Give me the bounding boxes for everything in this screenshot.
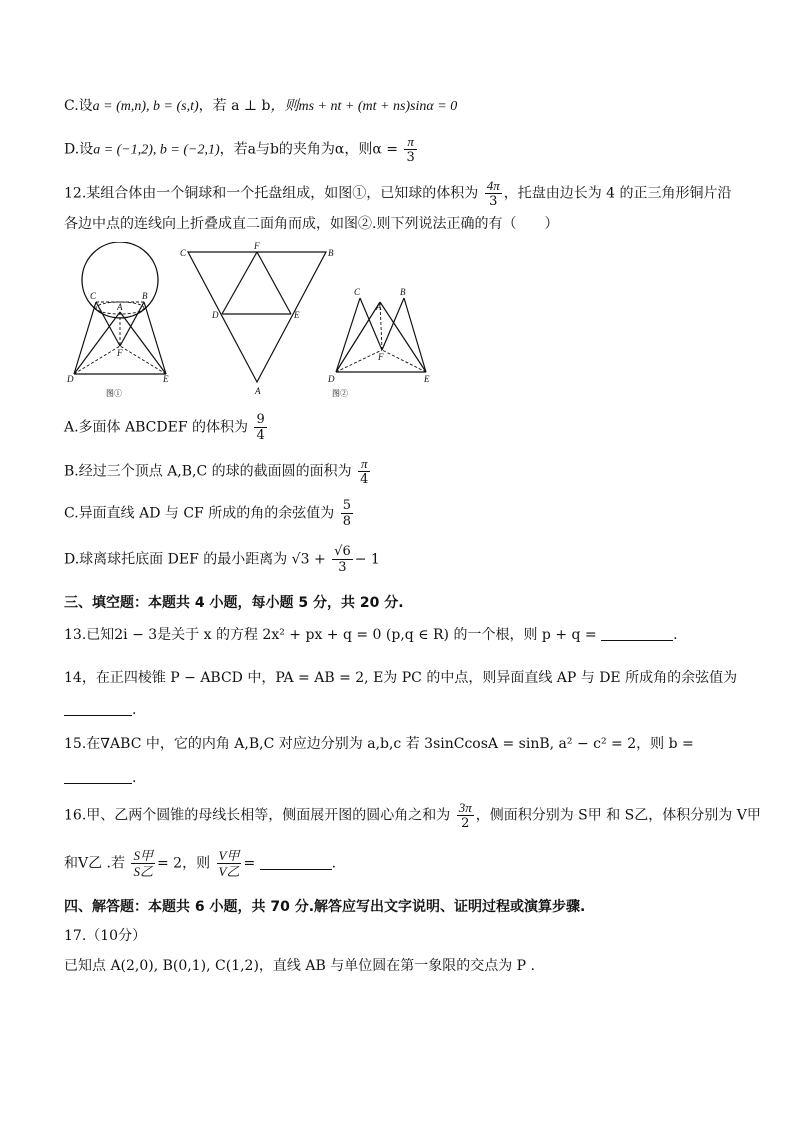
q11-c-vectors: a = (m,n), b = (s,t) xyxy=(92,99,199,114)
q12-vol-num: 4π xyxy=(486,178,500,193)
section-4-title: 四、解答题：本题共 6 小题，共 70 分.解答应写出文字说明、证明过程或演算步骤. xyxy=(64,899,586,915)
figure-1-sphere-tray xyxy=(66,242,169,398)
q15 xyxy=(64,734,694,754)
q16-s-num: S甲 xyxy=(133,848,153,863)
q12-stem-line2 xyxy=(64,214,558,234)
q12-d-den: 3 xyxy=(338,560,347,575)
svg-text:A: A xyxy=(376,302,382,312)
svg-text:F: F xyxy=(254,242,260,251)
q12-stem-1: 12.某组合体由一个铜球和一个托盘组成，如图①，已知球的体积为 xyxy=(64,185,479,202)
q11-option-d xyxy=(64,134,419,165)
q12-option-a xyxy=(64,412,269,443)
q12-stem-2: ，托盘由边长为 4 的正三角形铜片沿 xyxy=(503,185,732,202)
q12-b-text: B.经过三个顶点 A,B,C 的球的截面圆的面积为 xyxy=(64,463,352,480)
q17-text: 已知点 A(2,0), B(0,1), C(1,2)，直线 AB 与单位圆在第一象限的交点为 P . xyxy=(64,958,535,974)
q16-line1 xyxy=(64,800,761,831)
q14-answer-line: . xyxy=(64,700,136,720)
q14 xyxy=(64,668,737,688)
svg-text:B: B xyxy=(400,287,406,297)
q12-stem-line1 xyxy=(64,178,732,209)
q12-a-den: 4 xyxy=(256,428,265,443)
q14-answer-blank[interactable] xyxy=(64,701,132,716)
q11-d-fraction xyxy=(404,134,416,165)
q12-c-text: C.异面直线 AD 与 CF 所成的角的余弦值为 xyxy=(64,505,335,522)
figure-2-label: 图② xyxy=(332,389,348,398)
svg-text:B: B xyxy=(328,248,334,258)
q16-answer-blank[interactable] xyxy=(260,855,332,870)
svg-text:D: D xyxy=(67,374,74,384)
q16-angle-den: 2 xyxy=(461,816,470,831)
q12-volume-fraction xyxy=(485,178,502,209)
q13-answer-blank[interactable] xyxy=(601,626,673,641)
svg-text:C: C xyxy=(354,287,361,297)
q12-a-num: 9 xyxy=(256,412,265,427)
q16-line2: 和V乙 .若 $\frac{\text{S甲}}{\text{S乙}}$ = 2，则 $\frac{\text{V甲}}{\text{V乙}}$ = . xyxy=(64,848,337,879)
q15-text: 15.在∇ABC 中，它的内角 A,B,C 对应边分别为 a,b,c 若 3sinCcosA = sinB, a² − c² = 2，则 b = xyxy=(64,736,694,752)
q12-b-num: π xyxy=(358,456,370,472)
q15-answer-line: . xyxy=(64,768,136,788)
q16-s-den: S乙 xyxy=(133,864,153,879)
svg-text:C: C xyxy=(180,248,187,258)
q11-d-prefix: D.设 xyxy=(64,141,94,158)
q12-b-den: 4 xyxy=(360,472,369,487)
svg-text:B: B xyxy=(142,291,148,301)
q12-option-b xyxy=(64,456,372,487)
svg-text:E: E xyxy=(294,310,300,320)
q12-c-fraction xyxy=(341,498,353,529)
q16-v-num: V甲 xyxy=(218,848,240,863)
svg-text:E: E xyxy=(163,374,169,384)
q14-text: 14，在正四棱锥 P − ABCD 中，PA = AB = 2, E为 PC 的中点，则异面直线 AP 与 DE 所成角的余弦值为 xyxy=(64,670,738,686)
q11-c-prefix: C.设 xyxy=(64,98,93,114)
q15-answer-blank[interactable] xyxy=(64,769,132,784)
q13: 13.已知2i − 3是关于 x 的方程 2x² + px + q = 0 (p,q ∈ R) 的一个根，则 p + q = . xyxy=(64,627,678,643)
figure-2-folded-tray xyxy=(327,287,430,398)
q11-c-condition: ，若 a ⊥ b xyxy=(198,98,271,114)
q12-vol-den: 3 xyxy=(489,194,498,209)
svg-text:E: E xyxy=(424,374,430,384)
svg-text:A: A xyxy=(117,302,123,312)
q11-c-conclusion: ，则ms + nt + (mt + ns)sinα = 0 xyxy=(270,99,458,114)
svg-text:C: C xyxy=(90,291,97,301)
q12-a-fraction xyxy=(254,412,266,443)
q12-c-den: 8 xyxy=(342,514,351,529)
q12-a-text: A.多面体 ABCDEF 的体积为 xyxy=(64,419,248,436)
q11-d-den: 3 xyxy=(406,150,415,165)
q11-d-num: π xyxy=(404,134,416,150)
svg-text:D: D xyxy=(328,374,335,384)
q12-option-c xyxy=(64,498,355,529)
q12-figure xyxy=(62,242,442,402)
q16-v-den: V乙 xyxy=(218,864,240,879)
q12-c-num: 5 xyxy=(342,498,351,513)
q16-angle-fraction xyxy=(457,800,474,831)
q13-text: 13.已知2i − 3是关于 x 的方程 2x² + px + q = 0 (p,q ∈ R) 的一个根，则 p + q = xyxy=(64,627,597,643)
figure-1-label: 图① xyxy=(106,389,122,398)
q12-b-fraction xyxy=(358,456,370,487)
q16-angle-num: 3π xyxy=(458,800,472,815)
q17-header: 17.（10分） xyxy=(64,928,147,944)
q12-d-fraction xyxy=(332,544,353,575)
svg-text:D: D xyxy=(212,310,219,320)
q12-d-num: √6 xyxy=(334,544,351,559)
q16-s-fraction xyxy=(131,848,155,879)
figure-net-triangle xyxy=(180,242,334,396)
q12-d-tail: − 1 xyxy=(354,551,380,568)
q16-v-fraction xyxy=(217,848,242,879)
section-3-title: 三、填空题：本题共 4 小题，每小题 5 分，共 20 分. xyxy=(64,595,404,611)
q12-d-text: D.球离球托底面 DEF 的最小距离为 √3 + xyxy=(64,551,326,568)
q12-option-d xyxy=(64,544,380,575)
q11-option-c xyxy=(64,96,457,117)
q16-text-5: = xyxy=(243,855,256,872)
svg-text:A: A xyxy=(255,386,261,396)
q16-text-2: ，侧面积分别为 S甲 和 S乙，体积分别为 V甲 xyxy=(475,807,761,824)
q16-text-1: 16.甲、乙两个圆锥的母线长相等，侧面展开图的圆心角之和为 xyxy=(64,807,451,824)
q11-d-condition: ，若a与b的夹角为α，则α = xyxy=(219,141,399,158)
q11-d-vectors: a = (−1,2), b = (−2,1) xyxy=(93,142,220,158)
q16-text-4: = 2，则 xyxy=(156,855,211,872)
svg-text:F: F xyxy=(117,348,123,358)
q16-text-3: 和V乙 .若 xyxy=(64,855,126,872)
q12-stem-3: 各边中点的连线向上折叠成直二面角而成，如图②.则下列说法正确的有（ ） xyxy=(64,216,559,232)
svg-text:F: F xyxy=(378,352,384,362)
